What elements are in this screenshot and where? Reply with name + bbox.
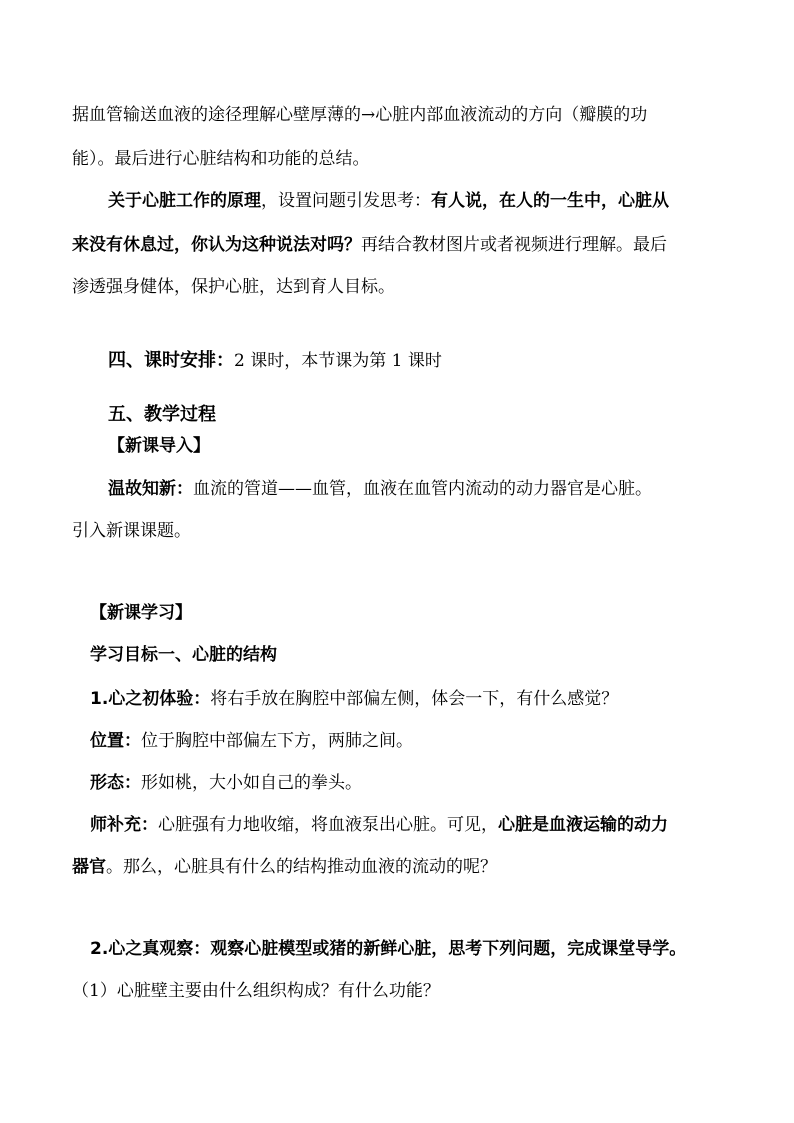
position-text: 位于胸腔中部偏左下方，两肺之间。 xyxy=(141,731,413,751)
teacher-label: 师补充： xyxy=(90,815,158,835)
para2-bold-question-2: 来没有休息过，你认为这种说法对吗？ xyxy=(72,235,361,255)
para2-line3: 渗透强身健体，保护心脏，达到育人目标。 xyxy=(72,277,395,297)
item2-text: 观察心脏模型或猪的新鲜心脏，思考下列问题，完成课堂导学。 xyxy=(210,939,687,959)
section4-heading: 四、课时安排： xyxy=(108,350,234,371)
item2-label: 2.心之真观察： xyxy=(90,939,211,959)
para2-line2 xyxy=(72,234,667,256)
para1-line1: 据血管输送血液的途径理解心壁厚薄的→心脏内部血液流动的方向（瓣膜的功 xyxy=(72,105,648,125)
teacher-text1: 心脏强有力地收缩，将血液泵出心脏。可见， xyxy=(158,815,498,835)
shape-text: 形如桃，大小如自己的拳头。 xyxy=(141,773,362,793)
teacher-bold: 心脏是血液运输的动力 xyxy=(498,815,668,835)
teacher-line1 xyxy=(90,814,668,836)
para2-bold-question-1: 有人说，在人的一生中，心脏从 xyxy=(431,191,669,211)
item1-line xyxy=(90,688,618,710)
section5-heading: 五、教学过程 xyxy=(108,404,216,425)
study-heading: 【新课学习】 xyxy=(90,603,192,623)
intro-line2: 引入新课课题。 xyxy=(72,521,191,541)
para1-line2: 能）。最后进行心脏结构和功能的总结。 xyxy=(72,149,370,169)
item1-text: 将右手放在胸腔中部偏左侧，体会一下，有什么感觉？ xyxy=(210,689,619,709)
teacher-line2 xyxy=(72,856,497,878)
intro-label: 温故知新： xyxy=(108,479,193,499)
para2-bold-topic: 关于心脏工作的原理 xyxy=(108,191,261,211)
teacher-bold2: 器官 xyxy=(72,857,106,877)
teacher-text2: 。那么，心脏具有什么的结构推动血液的流动的呢？ xyxy=(106,857,497,877)
item2-line xyxy=(90,938,686,960)
goal1-heading: 学习目标一、心脏的结构 xyxy=(90,645,277,665)
intro-text: 血流的管道——血管，血液在血管内流动的动力器官是心脏。 xyxy=(193,479,652,499)
para2-text-1: ，设置问题引发思考： xyxy=(261,191,431,211)
intro-line1 xyxy=(108,478,652,500)
section4-line xyxy=(108,350,442,372)
position-label: 位置： xyxy=(90,731,141,751)
item1-label: 1.心之初体验： xyxy=(90,689,211,709)
para2-line1 xyxy=(108,190,669,212)
section4-text: 2 课时，本节课为第 1 课时 xyxy=(234,351,442,371)
intro-heading: 【新课导入】 xyxy=(108,436,210,456)
position-line xyxy=(90,730,413,752)
shape-label: 形态： xyxy=(90,773,141,793)
shape-line xyxy=(90,772,362,794)
question1: （1）心脏壁主要由什么组织构成？有什么功能？ xyxy=(72,981,440,1001)
para2-text-2: 再结合教材图片或者视频进行理解。最后 xyxy=(361,235,667,255)
